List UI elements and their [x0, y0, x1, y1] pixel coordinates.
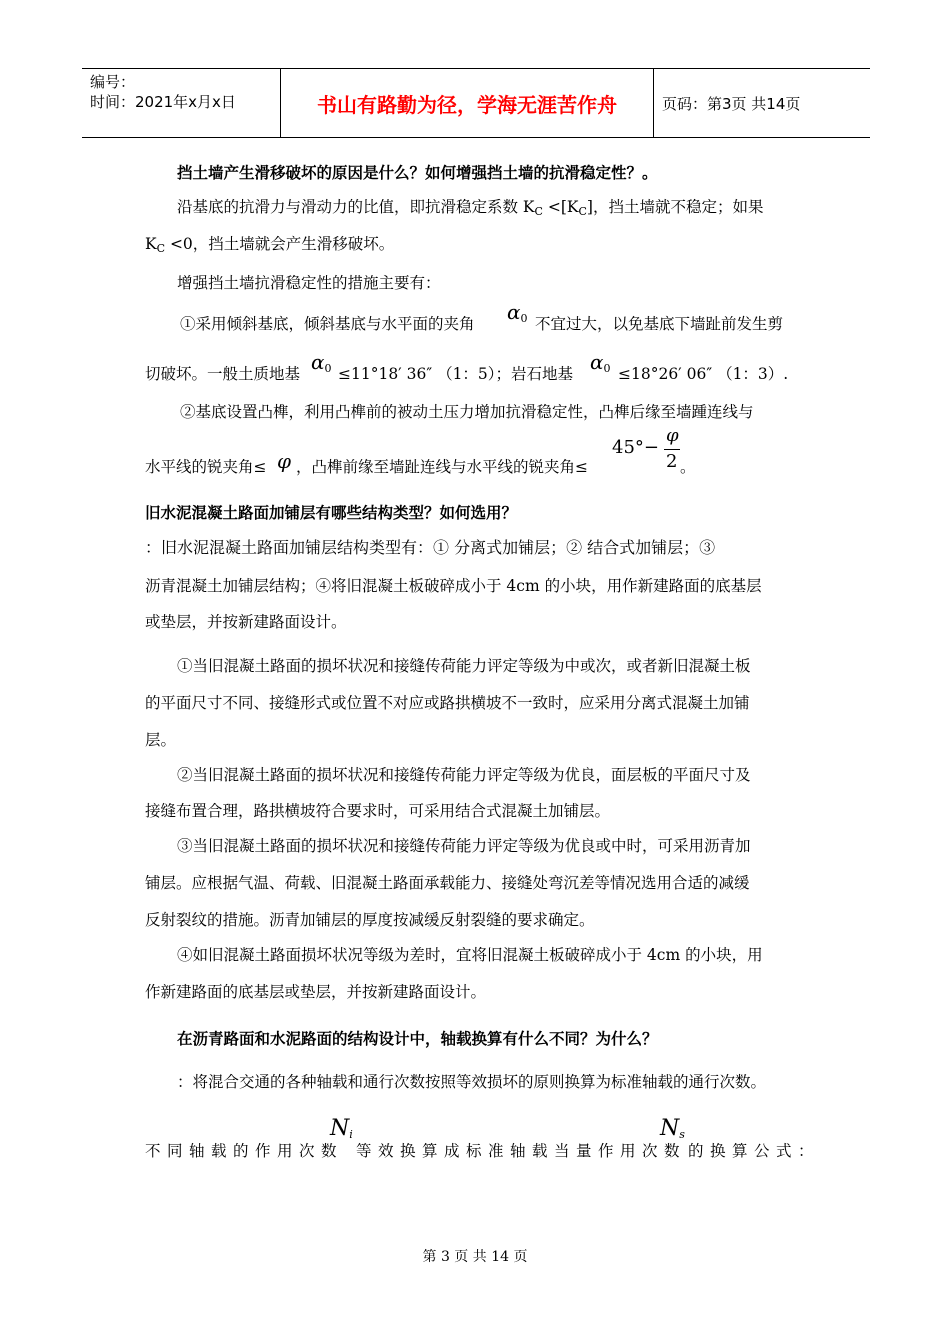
formula-text-a: 不同轴载的作用次数: [145, 1142, 344, 1160]
measure1-line1-b: 不宜过大，以免基底下墙趾前发生剪: [535, 315, 784, 333]
question-overlay-types: 旧水泥混凝土路面加铺层有哪些结构类型？如何选用？: [145, 504, 518, 522]
alpha-symbol: $\alpha_0$: [507, 300, 528, 325]
alpha-symbol: $\alpha_0$: [590, 350, 611, 375]
measure2-end: 。: [680, 458, 696, 476]
alpha-symbol: $\alpha_0$: [311, 350, 332, 375]
case4-line2: 作新建路面的底基层或垫层，并按新建路面设计。: [145, 983, 487, 1001]
measure1-line2-b: ≤11°18′ 36″ （1：5）；岩石地基: [338, 365, 574, 383]
formula-text-c: 的换算公式：: [688, 1142, 821, 1160]
header-motto: 书山有路勤为径，学海无涯苦作舟: [281, 69, 654, 137]
measure1-line2-a: 切破坏。一般土质地基: [145, 365, 301, 383]
formula-numerator: φ: [666, 425, 679, 446]
measure1-line2-c: ≤18°26′ 06″ （1：3）.: [618, 365, 789, 383]
case3-line1: ③当旧混凝土路面的损坏状况和接缝传荷能力评定等级为优良或中时，可采用沥青加: [177, 837, 751, 855]
case1-line2: 的平面尺寸不同、接缝形式或位置不对应或路拱横坡不一致时，应采用分离式混凝土加铺: [145, 694, 750, 712]
page-footer: 第 3 页 共 14 页: [422, 1249, 528, 1265]
doc-date-label: 时间：2021年x月x日: [90, 93, 236, 111]
measure2-line1: ②基底设置凸榫，利用凸榫前的被动土压力增加抗滑稳定性，凸榫后缘至墙踵连线与: [180, 403, 754, 421]
case2-line2: 接缝布置合理，路拱横坡符合要求时，可采用结合式混凝土加铺层。: [145, 802, 611, 820]
doc-number-label: 编号：: [90, 73, 136, 91]
measure1-line1-a: ①采用倾斜基底，倾斜基底与水平面的夹角: [180, 315, 475, 333]
page-header: [82, 68, 870, 138]
case4-line1: ④如旧混凝土路面损坏状况等级为差时，宜将旧混凝土板破碎成小于 4cm 的小块，用: [177, 946, 763, 964]
header-page-label: 页码：第3页 共14页: [662, 94, 801, 113]
Ns-symbol: $N_s$: [660, 1116, 685, 1141]
answer-overlay-line2: 沥青混凝土加铺层结构；④将旧混凝土板破碎成小于 4cm 的小块，用作新建路面的底基层: [145, 577, 762, 595]
case3-line3: 反射裂纹的措施。沥青加铺层的厚度按减缓反射裂缝的要求确定。: [145, 911, 595, 929]
question-retaining-wall: 挡土墙产生滑移破坏的原因是什么？如何增强挡土墙的抗滑稳定性？。: [177, 164, 658, 182]
paragraph-measures-intro: 增强挡土墙抗滑稳定性的措施主要有：: [177, 274, 441, 292]
measure2-line2-b: ，凸榫前缘至墙趾连线与水平线的锐夹角≤: [296, 458, 588, 476]
case3-line2: 铺层。应根据气温、荷载、旧混凝土路面承载能力、接缝处弯沉差等情况选用合适的减缓: [145, 874, 750, 892]
Ni-symbol: $N_i$: [330, 1116, 353, 1141]
fraction-bar: [664, 449, 680, 450]
answer-overlay-line3: 或垫层，并按新建路面设计。: [145, 613, 347, 631]
phi-symbol: φ: [277, 449, 292, 473]
answer-overlay-line1: ：旧水泥混凝土路面加铺层结构类型有：① 分离式加铺层；② 结合式加铺层；③: [145, 538, 716, 557]
case1-line1: ①当旧混凝土路面的损坏状况和接缝传荷能力评定等级为中或次，或者新旧混凝土板: [177, 657, 751, 675]
header-info-cell: [82, 69, 281, 137]
case2-line1: ②当旧混凝土路面的损坏状况和接缝传荷能力评定等级为优良，面层板的平面尺寸及: [177, 766, 751, 784]
formula-denominator: 2: [666, 451, 678, 472]
answer-axle-line1: ：将混合交通的各种轴载和通行次数按照等效损坏的原则换算为标准轴载的通行次数。: [177, 1073, 767, 1091]
formula-lead: 45°−: [612, 437, 659, 458]
formula-text-b: 等效换算成标准轴载当量作用次数: [356, 1142, 687, 1160]
question-axle-load: 在沥青路面和水泥路面的结构设计中，轴载换算有什么不同？为什么？: [177, 1030, 658, 1048]
measure2-line2-a: 水平线的锐夹角≤: [145, 458, 267, 476]
paragraph-stability-line2: $K_C <0$，挡土墙就会产生滑移破坏。: [145, 235, 395, 255]
paragraph-stability-line1: 沿基底的抗滑力与滑动力的比值，即抗滑稳定系数 $K_C <[K_C]$，挡土墙就不稳定；如果: [177, 198, 764, 218]
case1-line3: 层。: [145, 731, 177, 749]
